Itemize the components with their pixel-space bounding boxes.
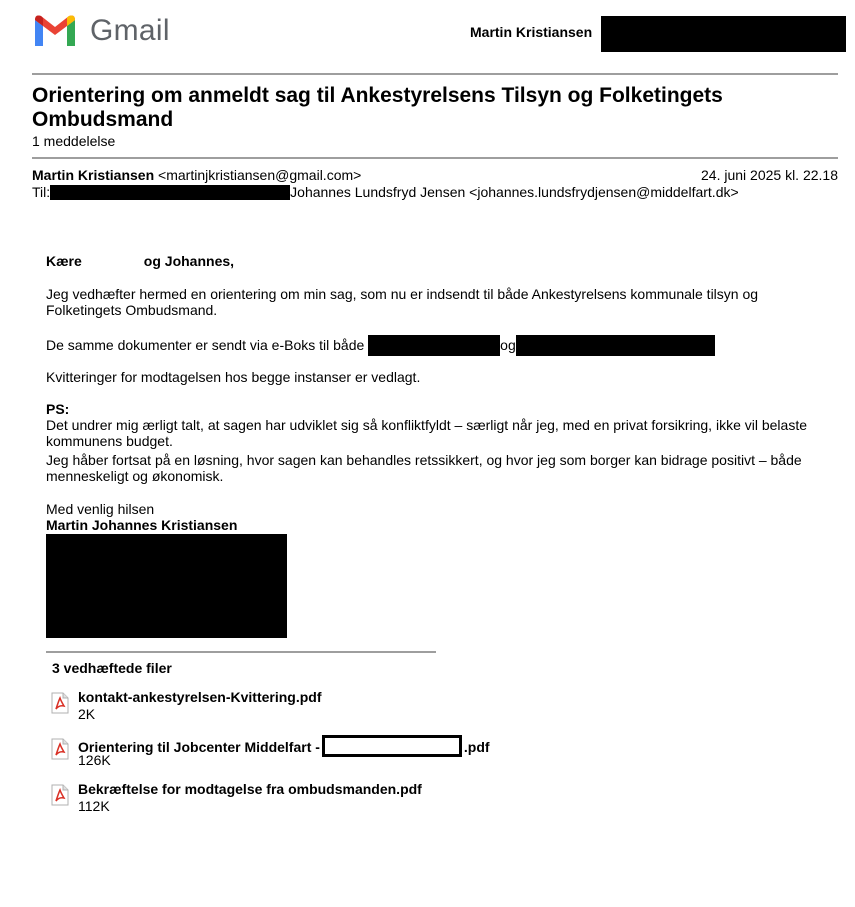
gmail-logo[interactable] — [32, 12, 182, 52]
ps-paragraph-2: Jeg håber fortsat på en løsning, hvor sagen kan behandles retssikkert, og hvor jeg som borger kan bidrage positivt – både menneskeligt og økonomisk. — [46, 452, 802, 484]
paragraph-1: Jeg vedhæfter hermed en orientering om min sag, som nu er indsendt til både Ankestyrelsens kommunale tilsyn og Folketingets Ombudsmand. — [46, 286, 759, 318]
signature: Martin Johannes Kristiansen — [46, 517, 238, 533]
subject-divider — [32, 157, 838, 159]
attachment-size: 126K — [78, 752, 111, 768]
redacted-email — [601, 16, 846, 52]
sender — [32, 167, 361, 183]
paragraph-3: Kvitteringer for modtagelsen hos begge instanser er vedlagt. — [46, 369, 421, 385]
pdf-file-icon — [50, 692, 70, 714]
attachments-title: 3 vedhæftede filer — [52, 660, 172, 676]
sender-name: Martin Kristiansen — [32, 167, 155, 183]
attachment-size: 2K — [78, 706, 96, 722]
header-divider — [32, 73, 838, 75]
redacted-signature-block — [46, 534, 287, 638]
greeting-start: Kære — [46, 253, 82, 269]
account-name: Martin Kristiansen — [470, 24, 593, 40]
attachment-name-start: Orientering til Jobcenter Middelfart - — [78, 739, 320, 755]
pdf-file-icon — [50, 738, 70, 760]
redacted-name-1 — [368, 335, 500, 356]
to-label: Til: — [32, 184, 51, 200]
attachment-name[interactable] — [78, 735, 490, 757]
sender-email[interactable]: <martinjkristiansen@gmail.com> — [158, 167, 362, 183]
greeting-end: og Johannes, — [143, 253, 235, 269]
paragraph-2 — [46, 335, 836, 356]
recipient[interactable]: Johannes Lundsfryd Jensen <johannes.lundsfrydjensen@middelfart.dk> — [290, 184, 739, 200]
message-count: 1 meddelelse — [32, 133, 116, 149]
redacted-filename-box — [322, 735, 462, 757]
ps-label: PS: — [46, 401, 70, 417]
redacted-name-2 — [516, 335, 715, 356]
attachments-divider — [46, 651, 436, 653]
paragraph-2-mid: og — [500, 337, 516, 353]
recipients — [32, 184, 739, 200]
paragraph-2-start: De samme dokumenter er sendt via e-Boks til både — [46, 337, 365, 353]
attachment-name-end: .pdf — [463, 739, 490, 755]
ps-paragraph-1: Det undrer mig ærligt talt, at sagen har udviklet sig så konfliktfyldt – særligt når jeg, med en privat forsikring, ikke vil belaste kommunens budget. — [46, 417, 807, 449]
attachment-name[interactable]: kontakt-ankestyrelsen-Kvittering.pdf — [78, 689, 322, 705]
gmail-wordmark: Gmail — [90, 14, 170, 47]
greeting — [46, 253, 836, 269]
message-date: 24. juni 2025 kl. 22.18 — [701, 167, 838, 183]
attachment-name[interactable]: Bekræftelse for modtagelse fra ombudsmanden.pdf — [78, 781, 422, 797]
redacted-recipient — [50, 185, 290, 200]
pdf-file-icon — [50, 784, 70, 806]
gmail-m-icon — [32, 12, 78, 48]
closing: Med venlig hilsen — [46, 501, 155, 517]
attachment-size: 112K — [78, 798, 110, 814]
thread-subject: Orientering om anmeldt sag til Ankestyrelsens Tilsyn og Folketingets Ombudsmand — [32, 84, 723, 131]
